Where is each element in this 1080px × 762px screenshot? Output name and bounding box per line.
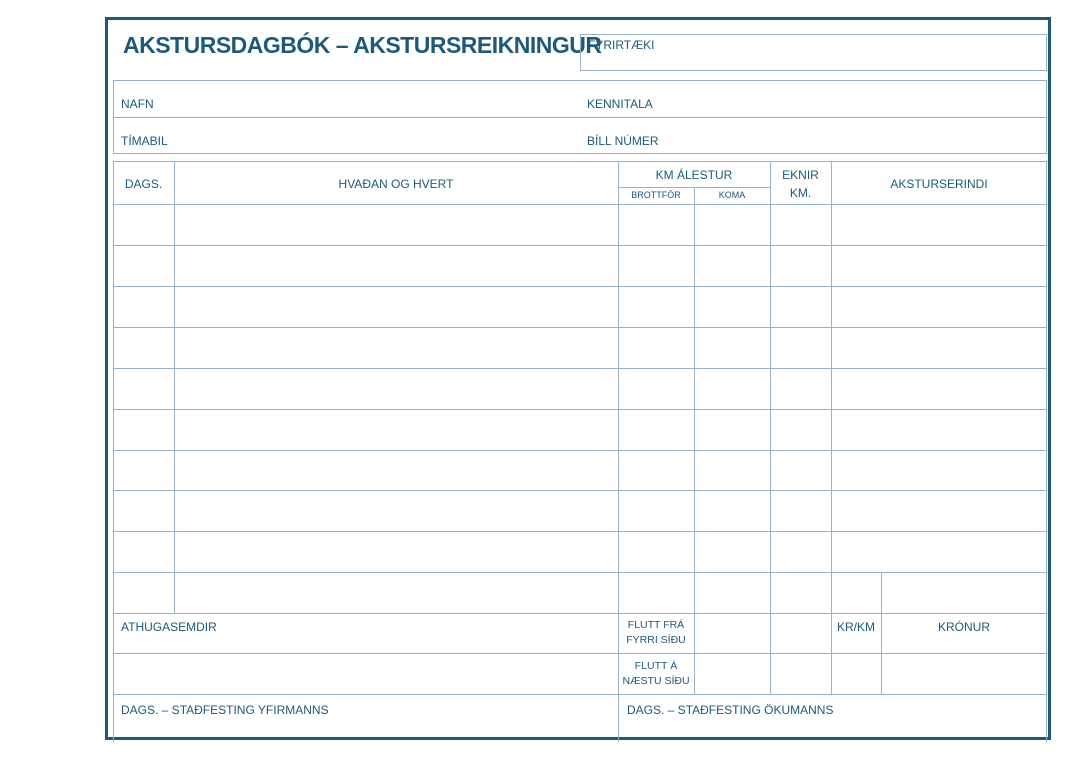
kr-per-km-label: KR/KM [836,620,875,634]
carried-to-line-2: NÆSTU SÍÐU [622,675,690,687]
header-departure: BROTTFÖR [631,190,681,200]
carried-to-label [618,659,694,689]
col-divider-departure [694,187,695,694]
period-label: TÍMABIL [121,134,168,148]
form-title: AKSTURSDAGBÓK – AKSTURSREIKNINGUR [123,32,602,58]
col-divider-km [831,161,832,694]
header-date: DAGS. [124,177,163,191]
header-purpose: AKSTURSERINDI [890,177,988,191]
header-from-to: HVAÐAN OG HVERT [338,177,454,191]
header-odometer: KM ÁLESTUR [655,168,733,182]
header-driven-km-2: KM. [789,186,812,200]
carried-to-line-1: FLUTT Á [634,660,678,672]
odometer-subheader-line [618,187,771,188]
header-bottom-line [113,204,1047,205]
footer-mid-line [113,653,1047,654]
company-label: FYRIRTÆKI [588,38,655,52]
col-divider-date [174,161,175,613]
carried-from-line-2: FYRRI SÍÐU [626,634,686,646]
row-line [113,531,1047,532]
col-divider-arrival [770,161,771,694]
supervisor-confirmation-label: DAGS. – STAÐFESTING YFIRMANNS [121,703,329,717]
row-line [113,450,1047,451]
row-line [113,409,1047,410]
footer-bottom-line [113,694,1047,695]
carried-from-line-1: FLUTT FRÁ [627,619,685,631]
log-table [113,161,1047,742]
header-arrival: KOMA [718,190,746,200]
row-line [113,245,1047,246]
driver-confirmation-label: DAGS. – STAÐFESTING ÖKUMANNS [627,703,834,717]
header-driven-km-1: EKNIR [782,168,819,182]
remarks-label: ATHUGASEMDIR [121,620,217,634]
carried-from-label [618,618,694,648]
car-number-label: BÍLL NÚMER [587,134,659,148]
info-divider [113,117,1047,118]
name-label: NAFN [121,97,154,111]
rows-bottom-line [113,613,1047,614]
row-line [113,327,1047,328]
row-line [113,490,1047,491]
kronur-label: KRÓNUR [937,620,990,634]
col-divider-route [618,161,619,742]
id-number-label: KENNITALA [587,97,653,111]
row-line [113,572,1047,573]
row-line [113,286,1047,287]
row-line [113,368,1047,369]
